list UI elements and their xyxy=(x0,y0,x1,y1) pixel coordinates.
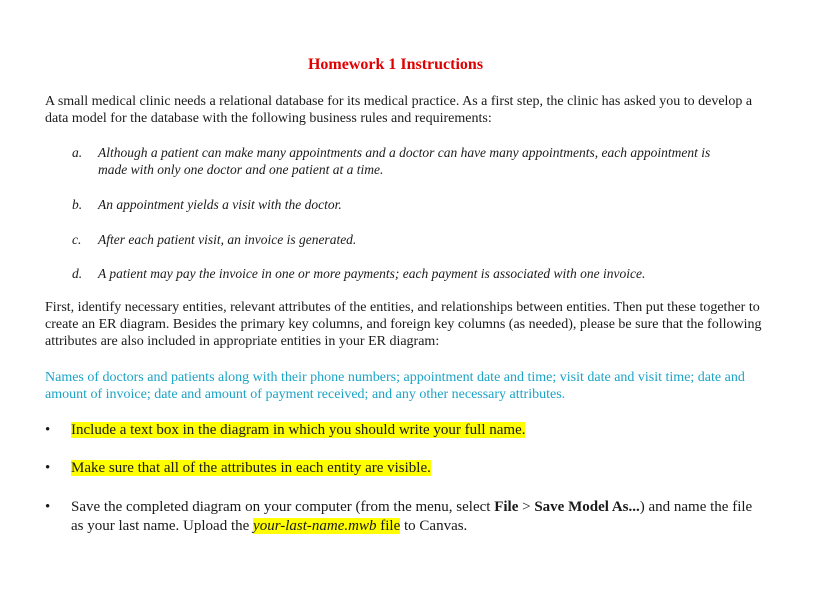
menu-save-model-text: Save Model As... xyxy=(534,499,640,515)
filename-text: your-last-name.mwb xyxy=(253,518,377,534)
rule-d-text: A patient may pay the invoice in one or more payments; each payment is associated with one invoice. xyxy=(98,266,646,281)
rule-d-marker: d. xyxy=(72,266,83,281)
bullet-full-name-text: Include a text box in the diagram in which you should write your full name. xyxy=(71,422,526,438)
bullet-marker: • xyxy=(45,499,51,515)
bullet-attributes-visible-text: Make sure that all of the attributes in each entity are visible. xyxy=(71,460,431,476)
rule-c-marker: c. xyxy=(72,232,82,247)
bullet-save-upload-text: Save the completed diagram on your computer (from the menu, select File > Save Model As...) and name the file as your last name. Upload the your-last-name.mwb file to Canvas. xyxy=(71,499,753,534)
rule-c-text: After each patient visit, an invoice is generated. xyxy=(98,232,357,247)
instructions-paragraph: First, identify necessary entities, relevant attributes of the entities, and relationships between entities. Then put these together to create an ER diagram. Besides the primary key columns, and foreign key columns (as needed), please be sure that the following attributes are also included in appropriate entities in your ER diagram: xyxy=(45,300,762,349)
rule-b-marker: b. xyxy=(72,197,83,212)
rule-a-marker: a. xyxy=(72,145,83,160)
document-title: Homework 1 Instructions xyxy=(307,56,484,73)
rule-a-text: Although a patient can make many appointments and a doctor can have many appointments, each appointment is made with only one doctor and one patient at a time. xyxy=(98,145,711,177)
bullet-marker: • xyxy=(45,422,51,438)
menu-file-text: File xyxy=(494,499,519,515)
bullet-marker: • xyxy=(45,460,51,476)
rule-b-text: An appointment yields a visit with the doctor. xyxy=(98,197,342,212)
attributes-note: Names of doctors and patients along with their phone numbers; appointment date and time; visit date and visit time; date and amount of invoice; date and amount of payment received; and any other necessary attributes. xyxy=(45,370,745,402)
intro-paragraph: A small medical clinic needs a relational database for its medical practice. As a first step, the clinic has asked you to develop a data model for the database with the following business rules and requirements: xyxy=(45,94,753,126)
